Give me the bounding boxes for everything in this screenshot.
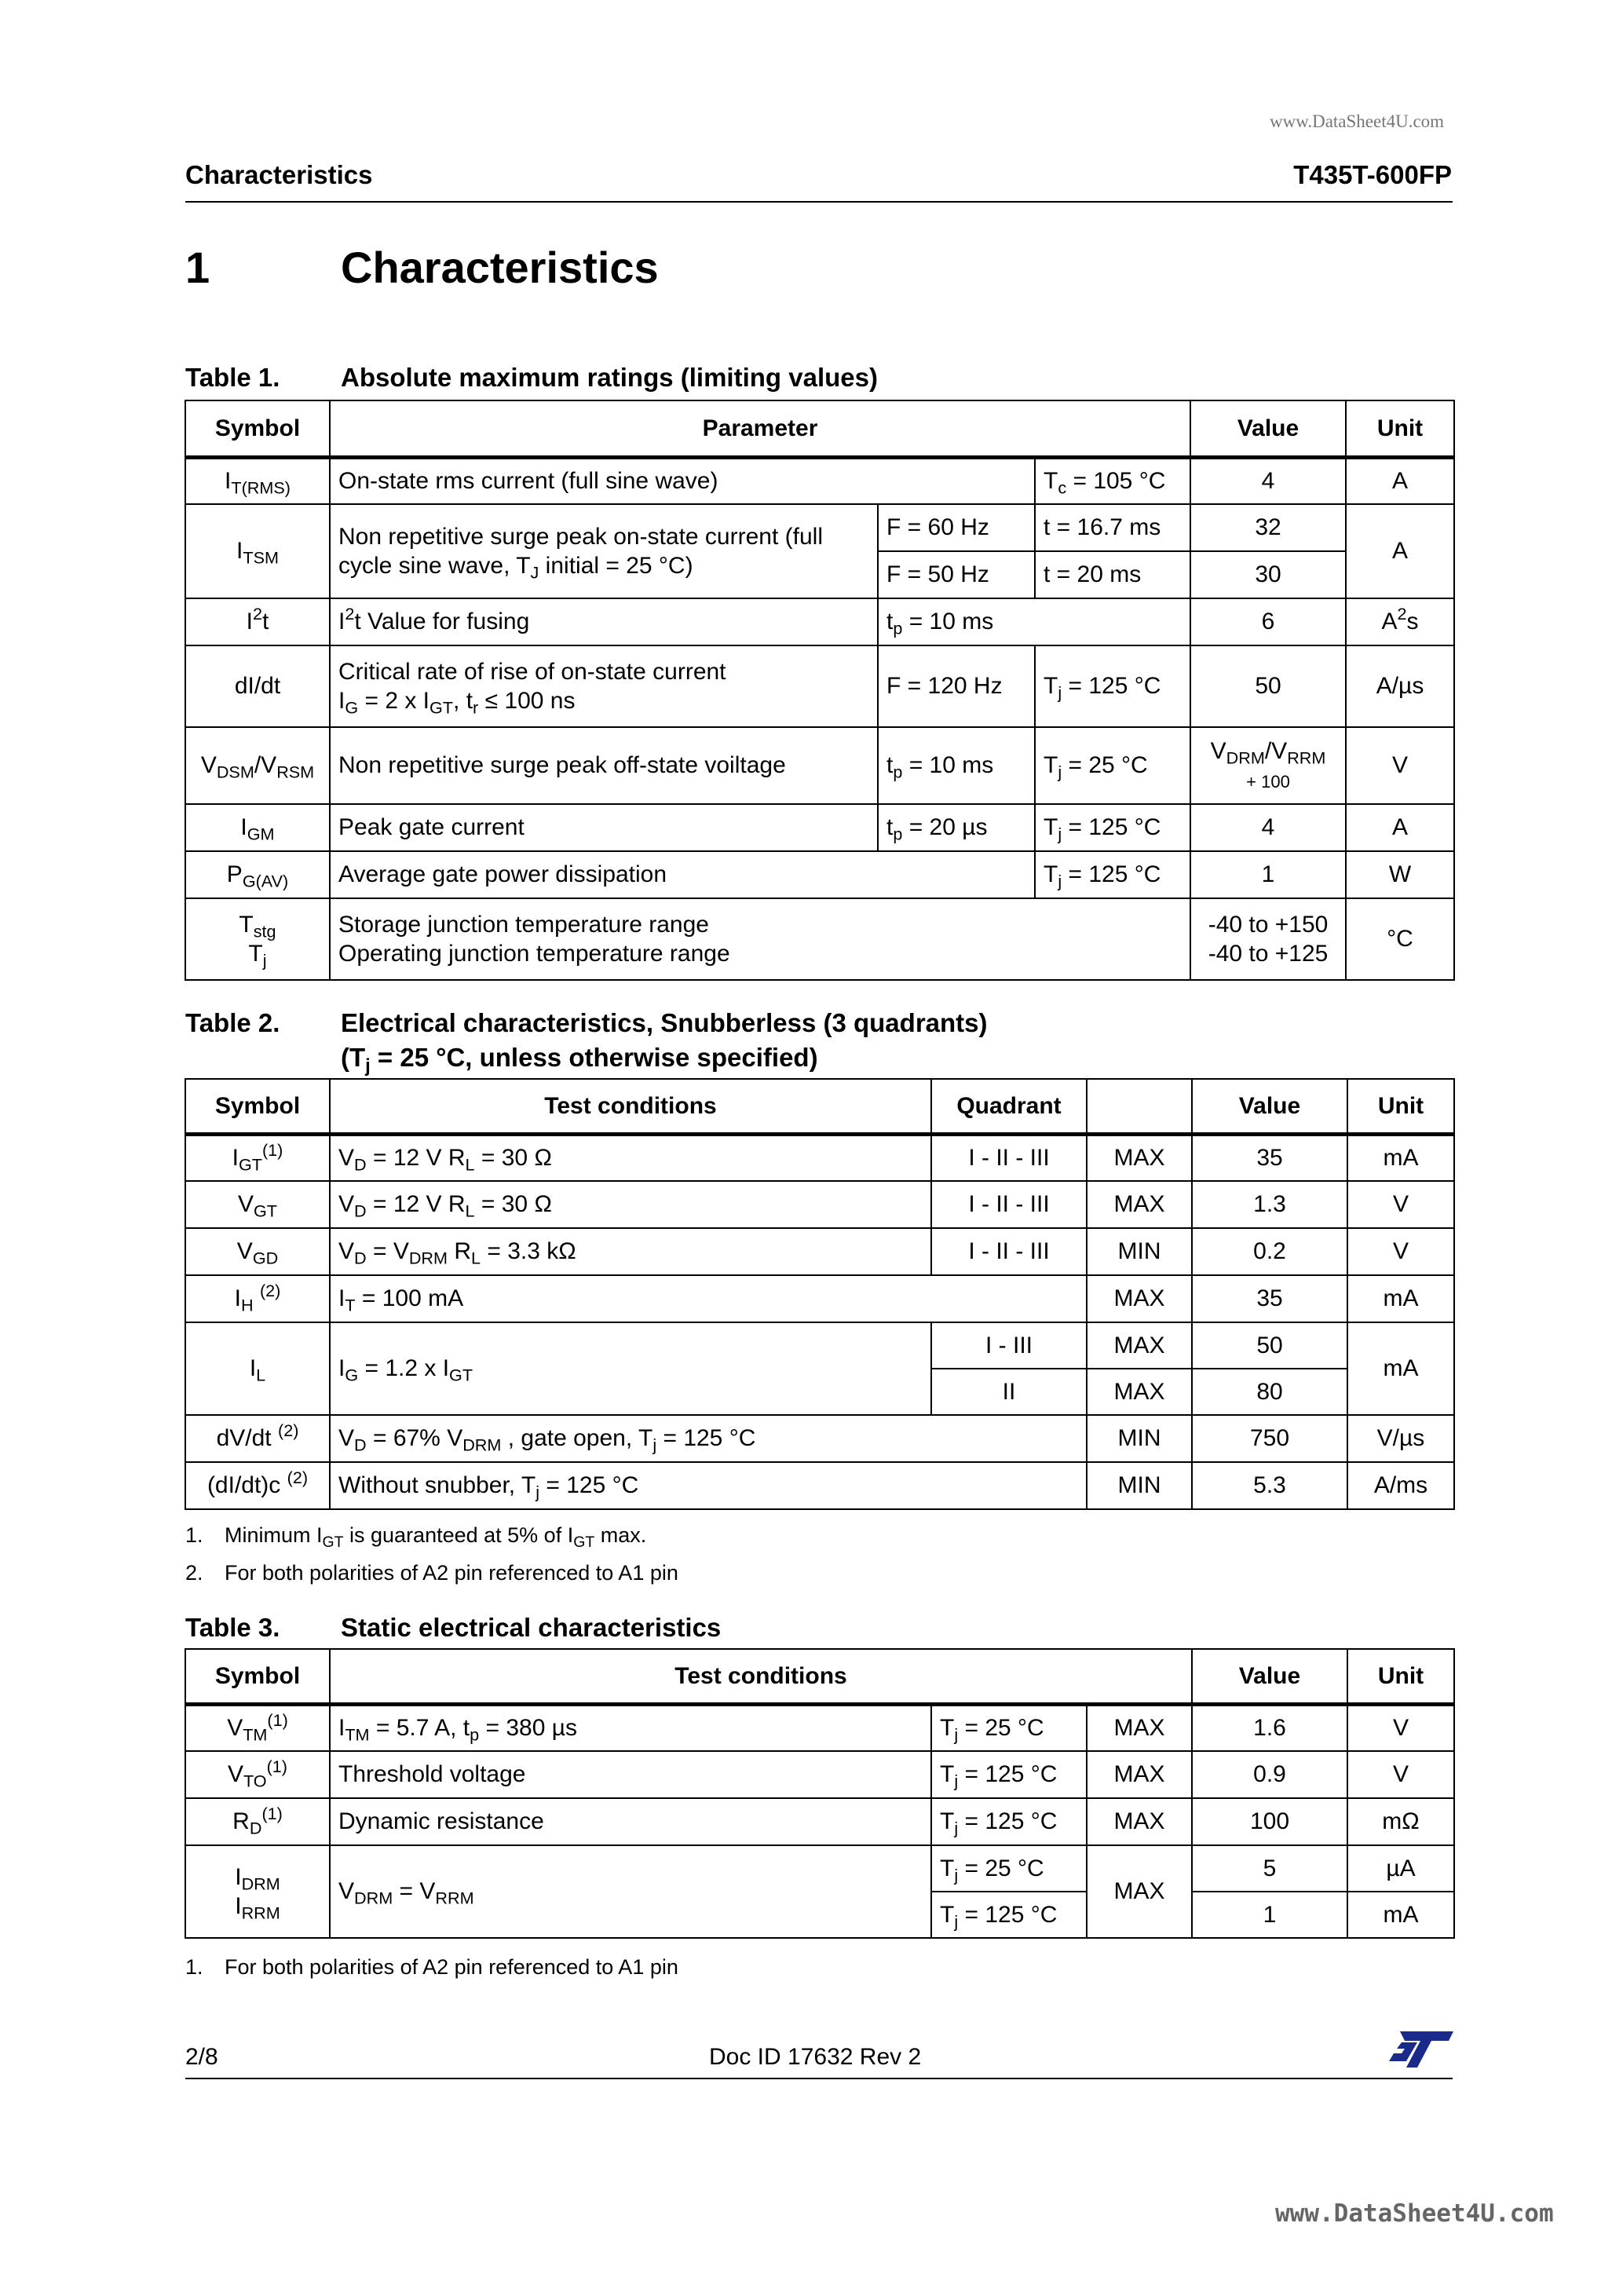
table-row — [185, 1322, 1454, 1369]
t1-itsm-f1: F = 60 Hz — [878, 504, 1035, 551]
t1-itrms-param: On-state rms current (full sine wave) — [330, 457, 1035, 504]
t1-temp-param: Storage junction temperature range Operating junction temperature range — [330, 898, 1190, 980]
table2-title-line1: Electrical characteristics, Snubberless (3 quadrants) — [341, 1008, 988, 1037]
table1-caption — [185, 363, 1442, 394]
t2-ih-unit: mA — [1347, 1275, 1454, 1322]
t2-didtc-unit: A/ms — [1347, 1462, 1454, 1509]
table3-footnote-1: 1. For both polarities of A2 pin referenced to A1 pin — [185, 1955, 678, 1979]
t2-il-limit1: MAX — [1087, 1322, 1192, 1369]
table-row — [185, 598, 1454, 645]
t2-il-cond: $I_G = 1.2$ x $I_{GT}$ — [330, 1322, 931, 1415]
section-number: 1 — [185, 243, 210, 292]
t1-temp-unit: °C — [1346, 898, 1454, 980]
table1-label: Table 1. — [185, 363, 280, 392]
t1-i2t-unit: $A^2s$ — [1346, 598, 1454, 645]
t1-vdsm-value: $V_{DRM}/V_{RRM}$ + 100 — [1190, 727, 1346, 804]
t2-dvdt-unit: V/µs — [1347, 1415, 1454, 1462]
table2-title-line2: ($T_j = 25$ °C, unless otherwise specified) — [341, 1043, 818, 1077]
table-row — [185, 1415, 1454, 1462]
t1-didt-param: Critical rate of rise of on-state current $I_G = 2$ x $I_{GT}$, $t_r \le 100$ ns — [330, 645, 878, 727]
t2-didtc-limit: MIN — [1087, 1462, 1192, 1509]
t2-dvdt-limit: MIN — [1087, 1415, 1192, 1462]
t3-symbol-vto: $V_{TO}^{(1)}$ — [185, 1751, 330, 1798]
table1-title: Absolute maximum ratings (limiting values) — [341, 363, 878, 392]
t1-symbol-igm: $I_{GM}$ — [185, 804, 330, 851]
t2-igt-value: 35 — [1192, 1134, 1347, 1181]
t3-rd-unit: mΩ — [1347, 1798, 1454, 1845]
t2-didtc-value: 5.3 — [1192, 1462, 1347, 1509]
t3-idrm-value1: 5 — [1192, 1845, 1347, 1892]
t3-idrm-limit: MAX — [1087, 1845, 1192, 1938]
table-row — [185, 1704, 1454, 1751]
t1-igm-value: 4 — [1190, 804, 1346, 851]
table2-footnote-1: 1. Minimum $I_{GT}$ is guaranteed at 5% of $I_{GT}$ max. — [185, 1523, 647, 1551]
t2-ih-value: 35 — [1192, 1275, 1347, 1322]
t2-vgt-quadrant: I - II - III — [931, 1181, 1087, 1228]
t2-symbol-vgt: $V_{GT}$ — [185, 1181, 330, 1228]
t2-vgd-cond: $V_D = V_{DRM}$ $R_L = 3.3$ kΩ — [330, 1228, 931, 1275]
t3-vtm-limit: MAX — [1087, 1704, 1192, 1751]
t3-vto-value: 0.9 — [1192, 1751, 1347, 1798]
t2-il-q2: II — [931, 1369, 1087, 1415]
t1-itsm-param: Non repetitive surge peak on-state current (full cycle sine wave, $T_J$ initial = 25 °C) — [330, 504, 878, 598]
t2-il-value1: 50 — [1192, 1322, 1347, 1369]
t3-idrm-unit1: µA — [1347, 1845, 1454, 1892]
t1-vdsm-tp: $t_p = 10$ ms — [878, 727, 1035, 804]
t1-temp-value: -40 to +150 -40 to +125 — [1190, 898, 1346, 980]
table-row — [185, 851, 1454, 898]
t3-vto-limit: MAX — [1087, 1751, 1192, 1798]
t1-itsm-v2: 30 — [1190, 551, 1346, 598]
t2-vgd-quadrant: I - II - III — [931, 1228, 1087, 1275]
t3-rd-limit: MAX — [1087, 1798, 1192, 1845]
t3-idrm-unit2: mA — [1347, 1892, 1454, 1938]
t1-pgav-value: 1 — [1190, 851, 1346, 898]
t2-il-limit2: MAX — [1087, 1369, 1192, 1415]
t3-col-value: Value — [1192, 1649, 1347, 1704]
t1-vdsm-tj: $T_j = 25$ °C — [1035, 727, 1190, 804]
t3-vtm-tj: $T_j = 25$ °C — [931, 1704, 1087, 1751]
section-title: Characteristics — [341, 243, 659, 292]
t2-vgt-value: 1.3 — [1192, 1181, 1347, 1228]
header-rule — [185, 201, 1453, 203]
t1-symbol-itsm: $I_{TSM}$ — [185, 504, 330, 598]
t1-pgav-unit: W — [1346, 851, 1454, 898]
t1-igm-unit: A — [1346, 804, 1454, 851]
t3-vtm-unit: V — [1347, 1704, 1454, 1751]
t2-col-value: Value — [1192, 1079, 1347, 1134]
t3-idrm-tj2: $T_j = 125$ °C — [931, 1892, 1087, 1938]
t2-symbol-vgd: $V_{GD}$ — [185, 1228, 330, 1275]
t1-symbol-itrms: $I_{T(RMS)}$ — [185, 457, 330, 504]
t3-rd-tj: $T_j = 125$ °C — [931, 1798, 1087, 1845]
t1-pgav-param: Average gate power dissipation — [330, 851, 1035, 898]
table2-electrical-characteristics — [185, 1078, 1455, 1510]
t2-igt-limit: MAX — [1087, 1134, 1192, 1181]
t3-vto-tj: $T_j = 125$ °C — [931, 1751, 1087, 1798]
t3-col-symbol: Symbol — [185, 1649, 330, 1704]
t2-dvdt-cond: $V_D = 67\%$ $V_{DRM}$ , gate open, $T_j = 125$ °C — [330, 1415, 1087, 1462]
t2-vgd-unit: V — [1347, 1228, 1454, 1275]
table3-caption — [185, 1613, 1442, 1644]
t2-ih-limit: MAX — [1087, 1275, 1192, 1322]
table-row — [185, 1181, 1454, 1228]
t2-col-test: Test conditions — [330, 1079, 931, 1134]
t1-i2t-value: 6 — [1190, 598, 1346, 645]
t1-col-unit: Unit — [1346, 400, 1454, 457]
t1-igm-param: Peak gate current — [330, 804, 878, 851]
t2-col-unit: Unit — [1347, 1079, 1454, 1134]
footer-rule — [185, 2078, 1453, 2079]
footer-doc-id: Doc ID 17632 Rev 2 — [709, 2044, 922, 2070]
t2-col-symbol: Symbol — [185, 1079, 330, 1134]
t2-vgd-limit: MIN — [1087, 1228, 1192, 1275]
table-row — [185, 898, 1454, 980]
table-row — [185, 804, 1454, 851]
table3-label: Table 3. — [185, 1613, 280, 1642]
table2-caption — [185, 1008, 1442, 1077]
t3-col-test: Test conditions — [330, 1649, 1192, 1704]
t2-vgd-value: 0.2 — [1192, 1228, 1347, 1275]
t3-rd-value: 100 — [1192, 1798, 1347, 1845]
t2-vgt-limit: MAX — [1087, 1181, 1192, 1228]
t1-symbol-temp: $T_{stg}$ $T_j$ — [185, 898, 330, 980]
t3-symbol-idrm: $I_{DRM}$ $I_{RRM}$ — [185, 1845, 330, 1938]
t1-symbol-didt: dI/dt — [185, 645, 330, 727]
table-row — [185, 1751, 1454, 1798]
t1-col-value: Value — [1190, 400, 1346, 457]
t2-il-value2: 80 — [1192, 1369, 1347, 1415]
t3-rd-cond: Dynamic resistance — [330, 1798, 931, 1845]
table3-static-characteristics — [185, 1648, 1455, 1939]
footer-page-number: 2/8 — [185, 2044, 218, 2070]
t3-col-unit: Unit — [1347, 1649, 1454, 1704]
t1-didt-tj: $T_j = 125$ °C — [1035, 645, 1190, 727]
t1-symbol-vdsm: $V_{DSM}/V_{RSM}$ — [185, 727, 330, 804]
t2-vgt-unit: V — [1347, 1181, 1454, 1228]
table-row — [185, 1275, 1454, 1322]
t1-col-parameter: Parameter — [330, 400, 1190, 457]
t3-idrm-cond: $V_{DRM} = V_{RRM}$ — [330, 1845, 931, 1938]
t2-col-limit — [1087, 1079, 1192, 1134]
t1-pgav-tj: $T_j = 125$ °C — [1035, 851, 1190, 898]
t1-itsm-t1: t = 16.7 ms — [1035, 504, 1190, 551]
t1-itsm-unit: A — [1346, 504, 1454, 598]
t2-il-q1: I - III — [931, 1322, 1087, 1369]
t1-itsm-f2: F = 50 Hz — [878, 551, 1035, 598]
t2-symbol-dvdt: dV/dt $^{(2)}$ — [185, 1415, 330, 1462]
t1-col-symbol: Symbol — [185, 400, 330, 457]
t2-ih-cond: $I_T = 100$ mA — [330, 1275, 1087, 1322]
header-section: Characteristics — [185, 160, 373, 189]
t2-col-quadrant: Quadrant — [931, 1079, 1087, 1134]
t1-igm-tj: $T_j = 125$ °C — [1035, 804, 1190, 851]
t2-il-unit: mA — [1347, 1322, 1454, 1415]
header-part-number: T435T-600FP — [1293, 160, 1452, 189]
watermark-bottom: www.DataSheet4U.com — [1275, 2199, 1554, 2228]
table-row — [185, 504, 1454, 551]
t2-symbol-il: $I_L$ — [185, 1322, 330, 1415]
t3-symbol-vtm: $V_{TM}^{(1)}$ — [185, 1704, 330, 1751]
t2-dvdt-value: 750 — [1192, 1415, 1347, 1462]
t1-igm-tp: $t_p = 20$ µs — [878, 804, 1035, 851]
t1-symbol-pgav: $P_{G(AV)}$ — [185, 851, 330, 898]
table1-absolute-max-ratings — [185, 400, 1455, 981]
t3-vtm-value: 1.6 — [1192, 1704, 1347, 1751]
t2-igt-quadrant: I - II - III — [931, 1134, 1087, 1181]
table3-title: Static electrical characteristics — [341, 1613, 722, 1642]
table-row — [185, 457, 1454, 504]
t2-igt-cond: $V_D = 12$ V $R_L = 30$ Ω — [330, 1134, 931, 1181]
t1-i2t-param: $I^2t$ Value for fusing — [330, 598, 878, 645]
t3-vto-cond: Threshold voltage — [330, 1751, 931, 1798]
t1-didt-value: 50 — [1190, 645, 1346, 727]
t2-igt-unit: mA — [1347, 1134, 1454, 1181]
t3-idrm-tj1: $T_j = 25$ °C — [931, 1845, 1087, 1892]
t2-symbol-didtc: (dI/dt)c $^{(2)}$ — [185, 1462, 330, 1509]
t1-symbol-i2t: $I^2t$ — [185, 598, 330, 645]
t1-didt-unit: A/µs — [1346, 645, 1454, 727]
t1-vdsm-param: Non repetitive surge peak off-state voiltage — [330, 727, 878, 804]
t1-i2t-condition: $t_p = 10$ ms — [878, 598, 1190, 645]
table-row — [185, 1134, 1454, 1181]
t3-vtm-cond: $I_{TM} = 5.7$ A, $t_p = 380$ µs — [330, 1704, 931, 1751]
t3-idrm-value2: 1 — [1192, 1892, 1347, 1938]
table-row — [185, 645, 1454, 727]
table2-label: Table 2. — [185, 1008, 280, 1037]
t1-vdsm-unit: V — [1346, 727, 1454, 804]
table2-footnote-2: 2. For both polarities of A2 pin referenced to A1 pin — [185, 1561, 678, 1585]
t2-vgt-cond: $V_D = 12$ V $R_L = 30$ Ω — [330, 1181, 931, 1228]
t2-symbol-igt: $I_{GT}^{(1)}$ — [185, 1134, 330, 1181]
t3-symbol-rd: $R_D^{(1)}$ — [185, 1798, 330, 1845]
t2-didtc-cond: Without snubber, $T_j = 125$ °C — [330, 1462, 1087, 1509]
table-row — [185, 1228, 1454, 1275]
st-logo — [1386, 2030, 1455, 2073]
t3-vto-unit: V — [1347, 1751, 1454, 1798]
table-row — [185, 727, 1454, 804]
t1-didt-freq: F = 120 Hz — [878, 645, 1035, 727]
t2-symbol-ih: $I_H$ $^{(2)}$ — [185, 1275, 330, 1322]
table-row — [185, 1798, 1454, 1845]
t1-itrms-value: 4 — [1190, 457, 1346, 504]
t1-itsm-t2: t = 20 ms — [1035, 551, 1190, 598]
t1-itrms-unit: A — [1346, 457, 1454, 504]
t1-itsm-v1: 32 — [1190, 504, 1346, 551]
t1-itrms-condition: $T_c = 105$ °C — [1035, 457, 1190, 504]
table-row — [185, 1845, 1454, 1892]
watermark-top: www.DataSheet4U.com — [1270, 112, 1445, 131]
table-row — [185, 1462, 1454, 1509]
